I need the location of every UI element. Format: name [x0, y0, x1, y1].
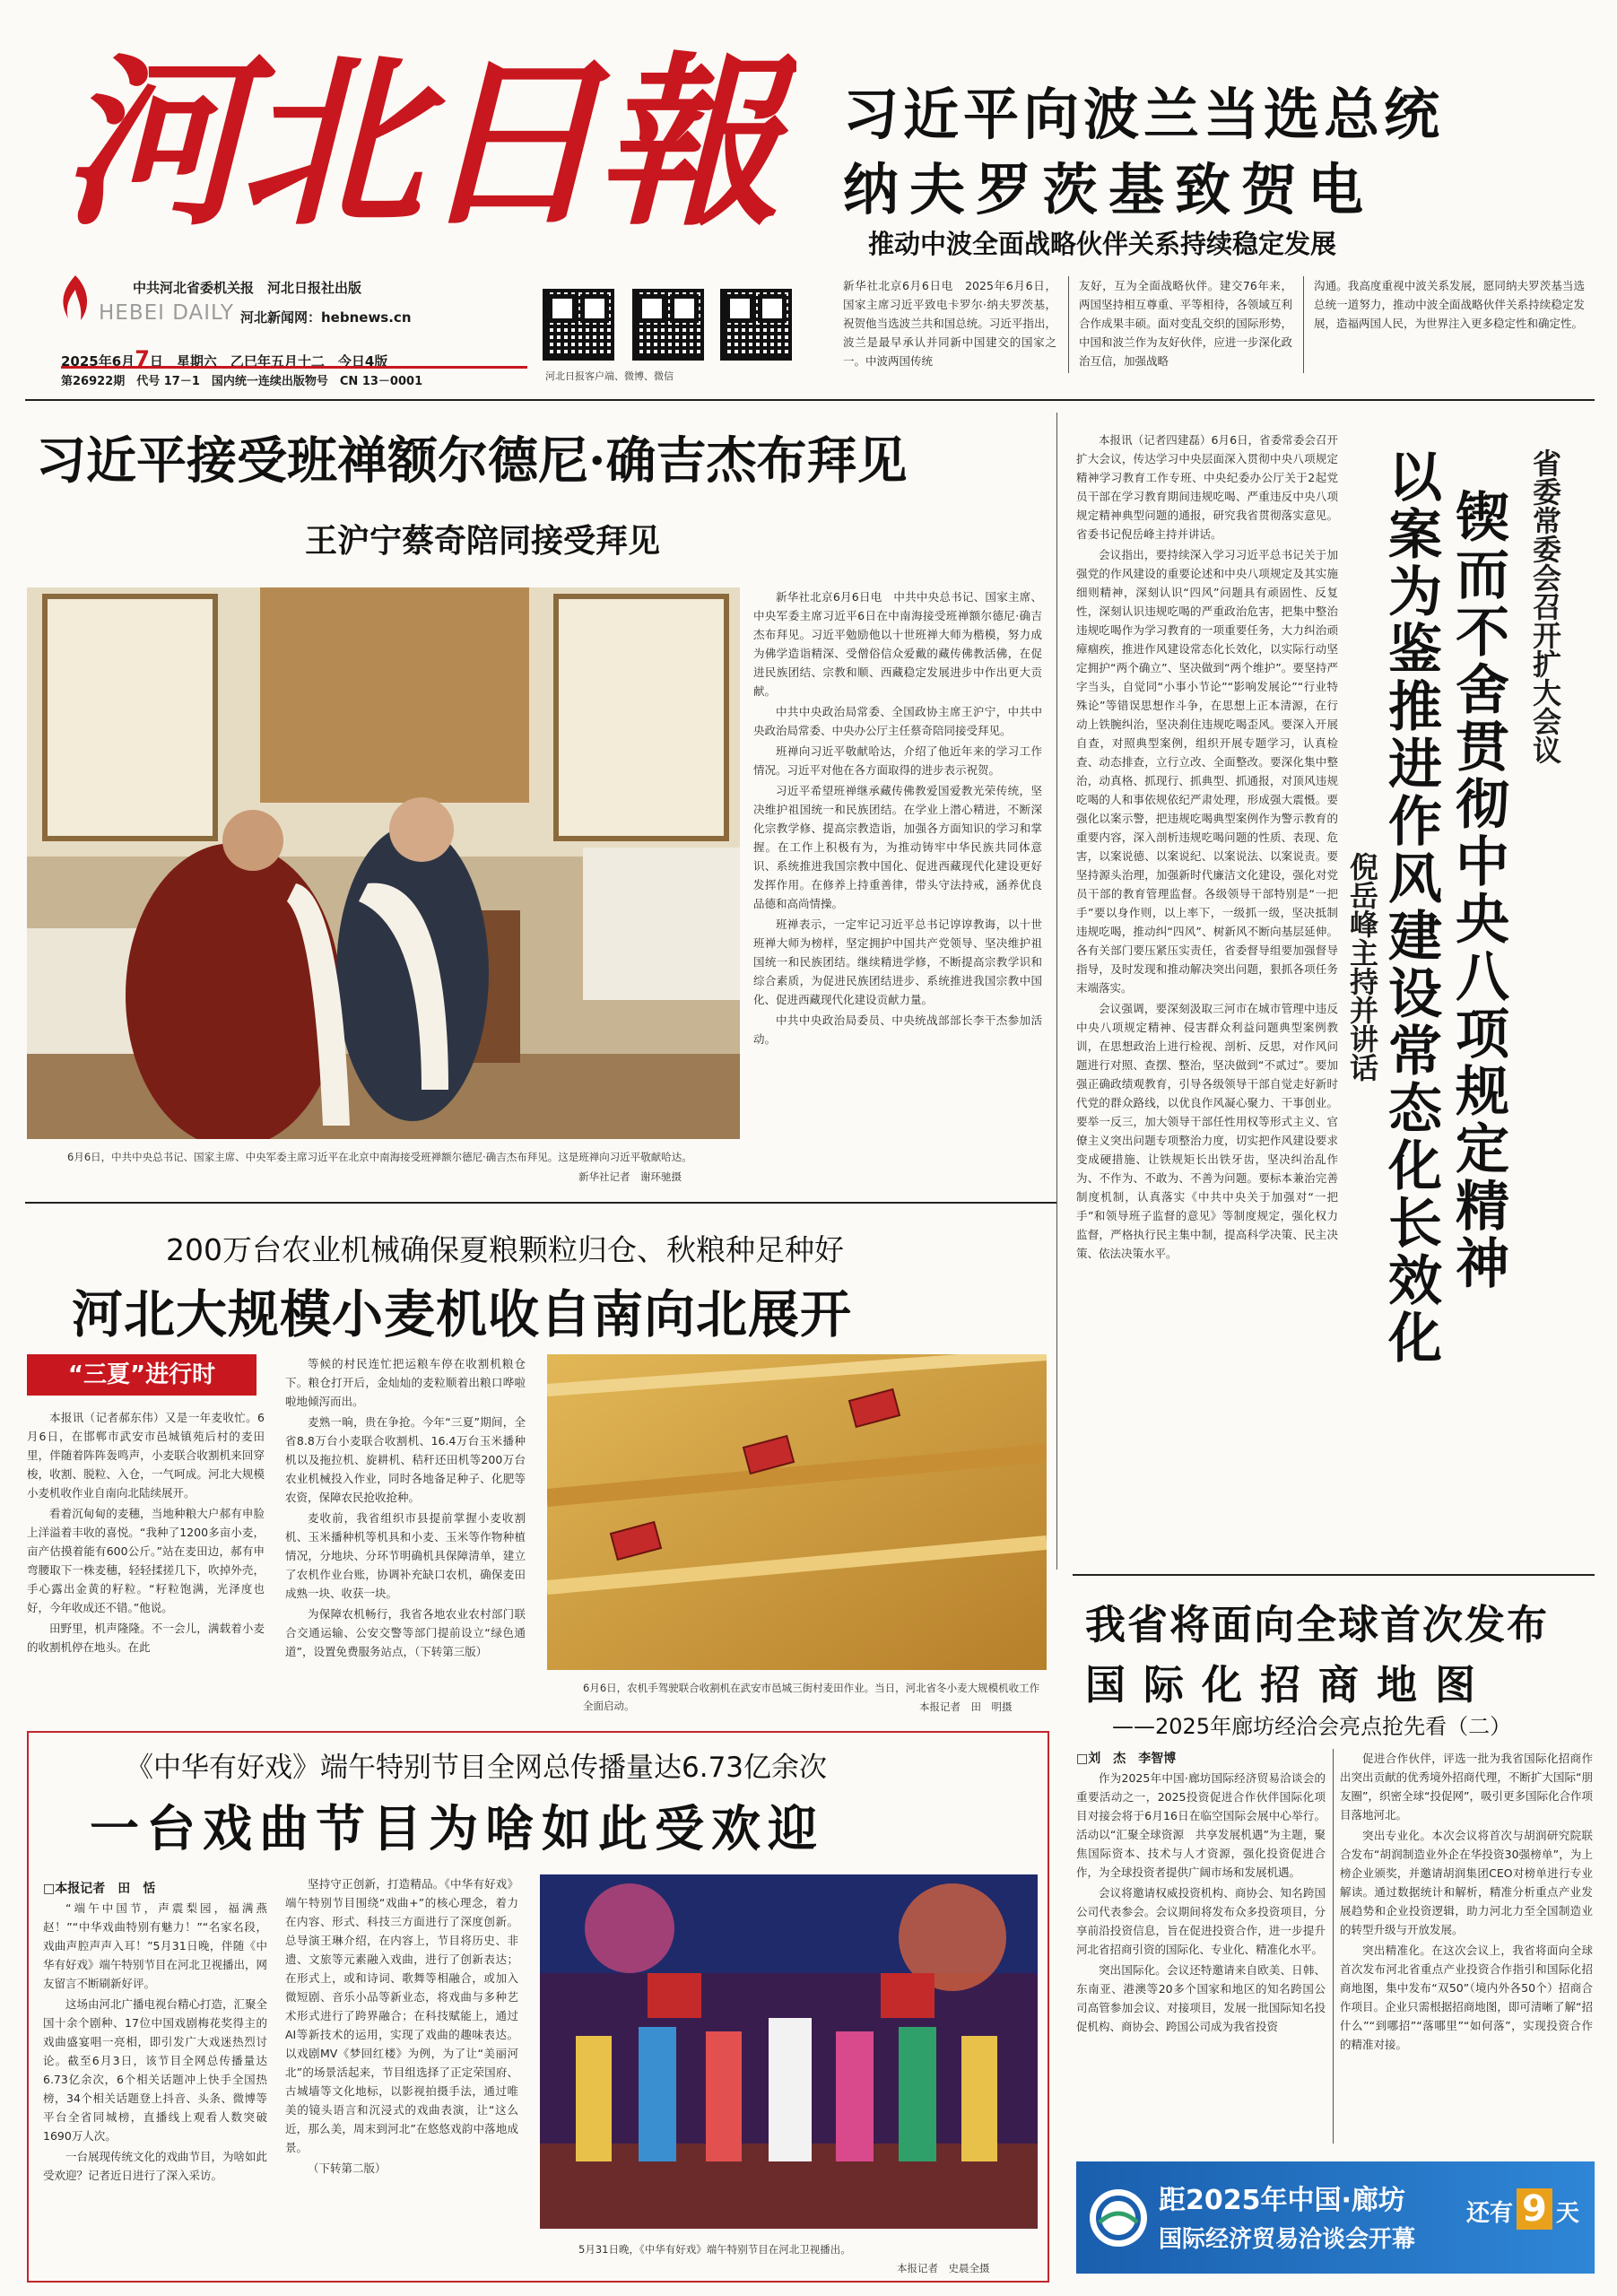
- story3-para: 等候的村民连忙把运粮车停在收割机粮仓下。粮仓打开后，金灿灿的麦粒顺着出粮口哗啦啦地倾泻而出。: [285, 1357, 526, 1408]
- date-weekday: 日 星期六 乙巳年五月十二 今日4版: [149, 353, 388, 370]
- story2-para: 会议指出，要持续深入学习习近平总书记关于加强党的作风建设的重要论述和中央八项规定及其实施细则精神，深刻认识“四风”问题具有顽固性、反复性，深刻认识违规吃喝的严重政治危害，把集中整治违规吃喝作为学习教育的一项重要任务，大力纠治顽瘴痼疾，推进作风建设常态化长效化，以实际行动坚定拥护“两个确立”、坚决做到“两个维护”。要坚持严字当头，自觉同“小事小节论”“影响发展论”“行业特殊论”等错误思想作斗争，在思想上正本清源，在行动上铁腕纠治，坚决刹住违规吃喝歪风。要深入开展自查，对照典型案例，组织开展专题学习，认真检查、动态排查，立行立改、全面整改。要深化集中整治，动真格、抓现行、抓典型、抓通报，对顶风违规吃喝的人和事依规依纪严肃处理，形成强大震慑。要强化以案示警，把违规吃喝典型案例作为警示教育的重要内容，深入剖析违规吃喝问题的性质、表现、危害，以案说德、以案说纪、以案说法、以案说责。要坚持源头治理，加强新时代廉洁文化建设，强化对党员干部的教育管理监督。各级领导干部特别是“一把手”要以身作则，以上率下，一级抓一级，坚决抵制违规吃喝，推动纠“四风”、树新风不断向基层延伸。各有关部门要压紧压实责任，省委督导组要加强督导指导，及时发现和推动解决突出问题，狠抓各项任务末端落实。: [1076, 548, 1338, 995]
- story3-col-1: [27, 1408, 265, 1722]
- countdown-days: 9: [1517, 2188, 1552, 2230]
- story3-para: 本报讯（记者郝东伟）又是一年麦收忙。6月6日，在邯郸市武安市邑城镇苑后村的麦田里，伴随着阵阵轰鸣声，小麦联合收割机来回穿梭，收割、脱粒、入仓，一气呵成。河北大规模小麦机收作业自南向北陆续展开。: [27, 1411, 265, 1500]
- story4-para: 作为2025年中国·廊坊国际经济贸易洽谈会的重要活动之一，2025投资促进合作伙伴国际化项目对接会将于6月16日在临空国际会展中心举行。活动以“汇聚全球资源 共享发展机遇”为主题，聚焦国际资本、技术与人才资源，强化投资促进合作，为全球投资者提供广阔市场和发展机遇。: [1076, 1771, 1326, 1879]
- logo-text: 河北日報: [61, 36, 775, 248]
- story5-photo: [540, 1874, 1038, 2229]
- story3-para: 麦熟一晌，贵在争抢。今年“三夏”期间，全省8.8万台小麦联合收割机、16.4万台玉米播种机以及拖拉机、旋耕机、秸秆还田机等200万台农业机械投入作业，同时各地备足种子、化肥等农资，保障农民抢收抢种。: [285, 1415, 526, 1504]
- story4-col-2: [1340, 1749, 1593, 2145]
- story1-credit: 新华社记者 谢环驰摄: [578, 1170, 682, 1183]
- story5-title: 一台戏曲节目为啥如此受欢迎: [90, 1799, 825, 1857]
- story1-para: 中共中央政治局常委、全国政协主席王沪宁，中共中央政治局常委、中央办公厅主任蔡奇陪同接受拜见。: [753, 705, 1042, 737]
- story3-kicker: 200万台农业机械确保夏粮颗粒归仓、秋粮种足种好: [166, 1232, 844, 1267]
- story5-kicker: 《中华有好戏》端午特别节目全网总传播量达6.73亿余次: [126, 1752, 828, 1784]
- countdown-unit: 天: [1555, 2200, 1579, 2227]
- story5-para: 坚持守正创新，打造精品。《中华有好戏》端午特别节目围绕“戏曲+”的核心理念，着力在内容、形式、科技三方面进行了深度创新。总导演王琳介绍，在内容上，节目将历史、非遗、文旅等元素融入戏曲，进行了创新表达；在形式上，或和诗词、歌舞等相融合，或加入微短剧、音乐小品等新业态，将戏曲与多种艺术形式进行了跨界融合；在科技赋能上，通过AI等新技术的运用，实现了戏曲的趣味表达。以戏剧MV《梦回红楼》为例，为了让“美丽河北”的场景活起来，节目组选择了正定荣国府、古城墙等文化地标，以影视拍摄手法，通过唯美的镜头语言和沉浸式的戏曲表演，让“这么近，那么美，周末到河北”在悠悠戏韵中落地成景。: [285, 1877, 518, 2154]
- story1-para: 班禅表示，一定牢记习近平总书记谆谆教诲，以十世班禅大师为榜样，坚定拥护中国共产党领导、坚决维护祖国统一和民族团结。继续精进学修，不断提高宗教学识和综合素质，为促进民族团结进步、系统推进我国宗教中国化、促进西藏现代化建设贡献力量。: [753, 918, 1042, 1006]
- lead-col-1: 新华社北京6月6日电 2025年6月6日，国家主席习近平致电卡罗尔·纳夫罗茨基，祝贺他当选波兰共和国总统。习近平指出，波兰是最早承认并同新中国建交的国家之一。中波两国传统: [843, 279, 1056, 368]
- masthead-rule: [61, 366, 527, 369]
- story4-title: 我省将面向全球首次发布: [1085, 1601, 1550, 1648]
- story3-caption: 6月6日，农机手驾驶联合收割机在武安市邑城三街村麦田作业。当日，河北省冬小麦大规模机收工作全面启动。: [583, 1682, 1040, 1712]
- website-line: 河北新闻网：hebnews.cn: [240, 309, 412, 326]
- story4-col-1: [1076, 1769, 1326, 2145]
- story2-para: 本报讯（记者四建磊）6月6日，省委常委会召开扩大会议，传达学习中央层面深入贯彻中央八项规定精神学习教育工作专班、中央纪委办公厅关于2起党员干部在学习教育期间违规吃喝、严重违反中央八项规定精神典型问题的通报，研究我省贯彻落实意见。省委书记倪岳峰主持并讲话。: [1076, 433, 1338, 541]
- issue-line: 第26922期 代号 17－1 国内统一连续出版物号 CN 13－0001: [61, 375, 423, 388]
- story4-para: 突出专业化。本次会议将首次与胡润研究院联合发布“胡润制造业外企在华投资30强榜单”，为上榜企业颁奖，并邀请胡润集团CEO对榜单进行专业解读。通过数据统计和解析，精准分析重点产业发展趋势和企业投资逻辑，助力河北力至全国制造业的转型升级与开放发展。: [1340, 1829, 1593, 1936]
- newspaper-logo: [52, 23, 796, 248]
- story4-byline: □刘 杰 李智博: [1076, 1752, 1177, 1766]
- story3-para: 田野里，机声隆隆。不一会儿，满载着小麦的收割机停在地头。在此: [27, 1622, 265, 1654]
- story3-col-2: [285, 1354, 526, 1722]
- sponsor-line: 中共河北省委机关报 河北日报社出版: [133, 280, 362, 296]
- story1-body: [753, 587, 1042, 1184]
- section-rule: [1073, 1574, 1595, 1576]
- lead-col-2: 友好，互为全面战略伙伴。建交76年来，两国坚持相互尊重、平等相待，各领域互利合作成果丰硕。面对变乱交织的国际形势，中国和波兰作为友好伙伴，应进一步深化政治互信，加强战略: [1079, 279, 1292, 368]
- story5-col-1: [43, 1899, 267, 2275]
- story2-title-a: 锲而不舍贯彻中央八项规定精神: [1447, 489, 1509, 1292]
- story1-photo: [27, 587, 740, 1139]
- qr-code-icon[interactable]: [720, 289, 792, 361]
- story3-para: 麦收前，我省组织市县提前掌握小麦收割机、玉米播种机等机具和小麦、玉米等作物种植情况，分地块、分环节明确机具保障清单，建立了农机作业台账，协调补充缺口农机，确保麦田成熟一块、收获一块。: [285, 1511, 526, 1600]
- story1-caption: 6月6日，中共中央总书记、国家主席、中央军委主席习近平在北京中南海接受班禅额尔德尼·确吉杰布拜见。这是班禅向习近平敬献哈达。: [67, 1151, 692, 1163]
- lead-col-3: 沟通。我高度重视中波关系发展，愿同纳夫罗茨基当选总统一道努力，推动中波全面战略伙伴关系持续稳定发展，造福两国人民，为世界注入更多稳定性和确定性。: [1314, 279, 1585, 330]
- flame-logo-icon: [56, 272, 95, 326]
- story4-sub: ——2025年廊坊经洽会亮点抢先看（二）: [1112, 1714, 1512, 1739]
- story5-para: 这场由河北广播电视台精心打造，汇聚全国十余个剧种、17位中国戏剧梅花奖得主的戏曲盛宴唱一亮相，即引发广大戏迷热烈讨论。截至6月3日，该节目全网总传播量达6.73亿余次，6个相关话题冲上快手全国热榜，34个相关话题登上抖音、头条、微博等平台全省同城榜，直播线上观看人数突破1690万人次。: [43, 1997, 267, 2143]
- countdown-banner: [1076, 2161, 1595, 2274]
- countdown-label: 还有: [1466, 2200, 1514, 2227]
- story3-credit: 本报记者 田 明摄: [919, 1700, 1013, 1713]
- story1-para: 新华社北京6月6日电 中共中央总书记、国家主席、中央军委主席习近平6日在中南海接受班禅额尔德尼·确吉杰布拜见。习近平勉励他以十世班禅大师为楷模，努力成为佛学造诣精深、受僧俗信众爱戴的藏传佛教活佛，在促进民族团结、宗教和顺、西藏稳定发展进步中作出更大贡献。: [753, 590, 1042, 698]
- story5-col-2: [285, 1874, 518, 2278]
- story5-credit: 本报记者 史晨全摄: [897, 2262, 990, 2274]
- banner-line-1: 距2025年中国·廊坊: [1159, 2185, 1405, 2216]
- story3-photo: [547, 1354, 1047, 1670]
- story2-para: 会议强调，要深刻汲取三河市在城市管理中违反中央八项规定精神、侵害群众利益问题典型案例教训，在思想政治上进行检视、剖析、反思，对作风问题进行对照、查摆、整治，坚决做到“不贰过”。要加强正确政绩观教育，引导各级领导干部自觉走好新时代党的群众路线，以优良作风凝心聚力、干事创业。要举一反三，加大领导干部任性用权等形式主义、官僚主义突出问题专项整治力度，切实把作风建设要求变成硬措施、让铁规矩长出铁牙齿，坚决纠治乱作为、不作为、不敢为、不善为问题。要标本兼治完善制度机制，认真落实《中共中央关于加强对“一把手”和领导班子监督的意见》等制度规定，强化权力监督，严格执行民主集中制，提高科学决策、民主决策、依法决策水平。: [1076, 1002, 1338, 1260]
- story3-tag-label: “三夏”进行时: [67, 1361, 216, 1388]
- divider: [1303, 276, 1304, 373]
- lead-title-2: 纳夫罗茨基致贺电: [843, 157, 1375, 222]
- story1-para: 中共中央政治局委员、中央统战部部长李干杰参加活动。: [753, 1013, 1042, 1046]
- story3-title: 河北大规模小麦机收自南向北展开: [72, 1284, 852, 1344]
- story1-title: 习近平接受班禅额尔德尼·确吉杰布拜见: [36, 431, 908, 491]
- date-day: 7: [135, 346, 150, 371]
- story5-para: “端午中国节，声震梨园，福满燕赵！”“中华戏曲特别有魅力！”“名家名段，戏曲声腔声声入耳！”5月31日晚，伴随《中华有好戏》端午特别节目在河北卫视播出，网友留言不断刷新好评。: [43, 1901, 267, 1990]
- lead-title-1: 习近平向波兰当选总统: [843, 82, 1445, 147]
- banner-line-2: 国际经济贸易洽谈会开幕: [1159, 2226, 1416, 2253]
- story5-para: 一台展现传统文化的戏曲节目，为啥如此受欢迎？记者近日进行了深入采访。: [43, 2150, 267, 2182]
- story2-kicker: 省委常委会召开扩大会议: [1528, 448, 1562, 764]
- story2-sub: 倪岳峰主持并讲话: [1345, 852, 1379, 1082]
- divider: [1333, 1749, 1334, 2144]
- story4-para: 会议将邀请权威投资机构、商协会、知名跨国公司代表参会。会议期间将发布众多投资项目，分享前沿投资信息，旨在促进投资合作，进一步提升河北省招商引资的国际化、专业化、精准化水平。: [1076, 1886, 1326, 1956]
- story3-tag: [27, 1354, 256, 1396]
- story1-para: 习近平希望班禅继承藏传佛教爱国爱教光荣传统，坚决维护祖国统一和民族团结。在学业上潜心精进，不断深化宗教学修、提高宗教造诣，加强各方面知识的学习和掌握。在工作上积极有为，为推动铸牢中华民族共同体意识、系统推进我国宗教中国化、促进西藏现代化建设更好发挥作用。在修养上持重善律，带头守法持戒，涵养优良品德和高尚情操。: [753, 784, 1042, 910]
- story3-para: 看着沉甸甸的麦穗，当地种粮大户郝有申脸上洋溢着丰收的喜悦。“我种了1200多亩小麦，亩产估摸着能有600公斤。”站在麦田边，郝有申弯腰取下一株麦穗，轻轻揉搓几下，吹掉外壳，手心露出金黄的籽粒。“籽粒饱满，光泽度也好，今年收成还不错。”他说。: [27, 1507, 265, 1614]
- story4-para: 突出精准化。在这次会议上，我省将面向全球首次发布河北省重点产业投资合作指引和国际化招商地图，集中发布“双50”（境内外各50个）招商合作项目。企业只需根据招商地图，即可清晰了解“招什么”“到哪招”“落哪里”“如何落”，实现投资合作的精准对接。: [1340, 1944, 1593, 2051]
- story1-para: 班禅向习近平敬献哈达，介绍了他近年来的学习工作情况。习近平对他在各方面取得的进步表示祝贺。: [753, 744, 1042, 777]
- lead-subtitle: 推动中波全面战略伙伴关系持续稳定发展: [868, 229, 1337, 259]
- story4-para: 突出国际化。会议还特邀请来自欧美、日韩、东南亚、港澳等20多个国家和地区的知名跨国公司高管参加会议、对接项目，发展一批国际知名投促机构、商协会、跨国公司成为我省投资: [1076, 1963, 1326, 2033]
- divider: [1068, 276, 1069, 373]
- story4-para: 促进合作伙伴，评选一批为我省国际化招商作出突出贡献的优秀境外招商代理，不断扩大国际“朋友圈”，织密全球“投促网”，吸引更多国际化合作项目落地河北。: [1340, 1752, 1593, 1822]
- story5-caption: 5月31日晚，《中华有好戏》端午特别节目在河北卫视播出。: [578, 2243, 851, 2256]
- en-name: HEBEI DAILY: [99, 301, 234, 325]
- story3-para: 为保障农机畅行，我省各地农业农村部门联合交通运输、公安交警等部门提前设立“绿色通道”，设置免费服务站点，（下转第三版）: [285, 1607, 526, 1658]
- story4-title2: 国际化招商地图: [1085, 1661, 1494, 1709]
- qr-code-icon[interactable]: [632, 289, 704, 361]
- story5-byline: □本报记者 田 恬: [43, 1882, 156, 1896]
- expo-logo-icon: [1087, 2187, 1150, 2249]
- story2-title-b: 以案为鉴推进作风建设常态化长效化: [1379, 448, 1442, 1367]
- story5-para: （下转第二版）: [308, 2161, 387, 2175]
- section-rule: [25, 1202, 1056, 1204]
- banner-countdown: [1466, 2188, 1579, 2230]
- date-month: 2025年6月: [61, 353, 135, 370]
- story2-body: [1076, 430, 1338, 1538]
- qr-code-icon[interactable]: [543, 289, 614, 361]
- story1-subtitle: 王沪宁蔡奇陪同接受拜见: [305, 522, 661, 560]
- divider: [1056, 413, 1057, 1570]
- qr-caption: 河北日报客户端、微博、微信: [545, 370, 674, 382]
- top-rule: [25, 399, 1595, 401]
